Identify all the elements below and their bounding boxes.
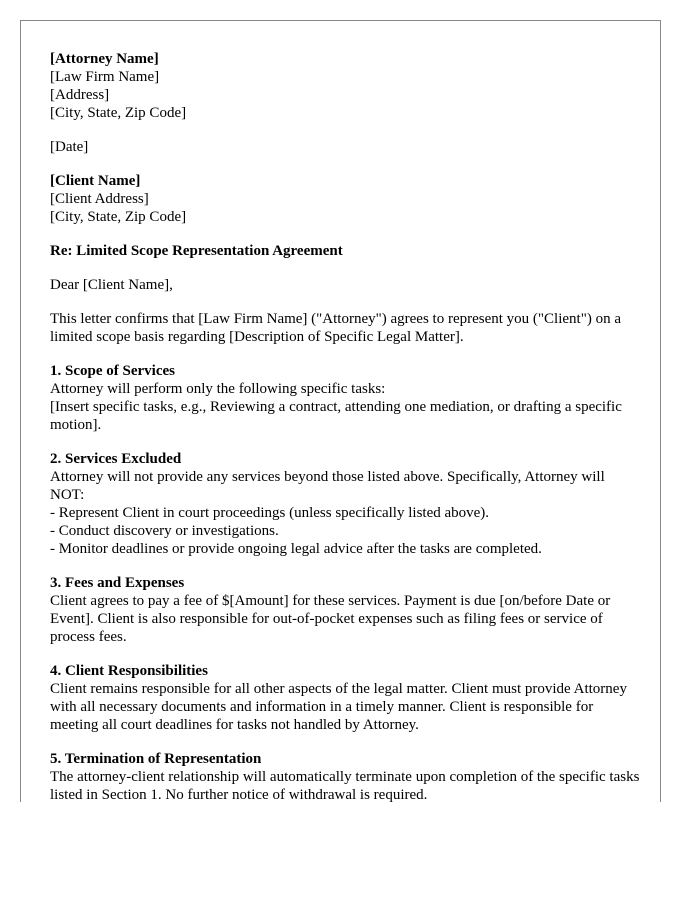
section-heading: 4. Client Responsibilities [50,663,208,679]
section-line: Attorney will perform only the following specific tasks: [50,381,386,397]
intro-block [50,310,640,346]
recipient-city: [City, State, Zip Code] [50,209,187,225]
salutation: Dear [Client Name], [50,277,173,293]
section-termination [50,750,640,802]
section-heading: 2. Services Excluded [50,451,182,467]
section-body: The attorney-client relationship will automatically terminate upon completion of the specific tasks listed in Section 1. No further notice of withdrawal is required. [50,769,640,802]
section-line: Attorney will not provide any services beyond those listed above. Specifically, Attorney will NOT: [50,469,605,503]
sender-firm: [Law Firm Name] [50,69,160,85]
sender-address: [Address] [50,87,110,103]
sender-block [50,50,640,122]
list-item: - Conduct discovery or investigations. [50,523,279,539]
recipient-block [50,172,640,226]
section-excluded [50,450,640,558]
section-fees [50,574,640,646]
letter-date: [Date] [50,139,89,155]
section-client-responsibilities [50,662,640,734]
subject-block [50,242,640,260]
section-body: Client remains responsible for all other aspects of the legal matter. Client must provide Attorney with all necessary documents and information in a timely manner. Client is responsible for meeting all court deadlines for tasks not handled by Attorney. [50,681,627,733]
list-item: - Represent Client in court proceedings (unless specifically listed above). [50,505,490,521]
sender-city: [City, State, Zip Code] [50,105,187,121]
section-scope [50,362,640,434]
recipient-address: [Client Address] [50,191,149,207]
sender-name: [Attorney Name] [50,51,159,67]
letter-content [50,50,640,802]
intro-paragraph: This letter confirms that [Law Firm Name] ("Attorney") agrees to represent you ("Client") on a limited scope basis regarding [Description of Specific Legal Matter]. [50,311,621,345]
section-heading: 3. Fees and Expenses [50,575,185,591]
letter-page [20,20,661,802]
recipient-name: [Client Name] [50,173,141,189]
section-heading: 5. Termination of Representation [50,751,262,767]
subject-line: Re: Limited Scope Representation Agreement [50,243,343,259]
section-line: [Insert specific tasks, e.g., Reviewing a contract, attending one mediation, or drafting a specific motion]. [50,399,622,433]
section-heading: 1. Scope of Services [50,363,175,379]
date-block [50,138,640,156]
list-item: - Monitor deadlines or provide ongoing legal advice after the tasks are completed. [50,541,542,557]
salutation-block [50,276,640,294]
section-body: Client agrees to pay a fee of $[Amount] for these services. Payment is due [on/before Date or Event]. Client is also responsible for out-of-pocket expenses such as filing fees or service of process fees. [50,593,611,645]
